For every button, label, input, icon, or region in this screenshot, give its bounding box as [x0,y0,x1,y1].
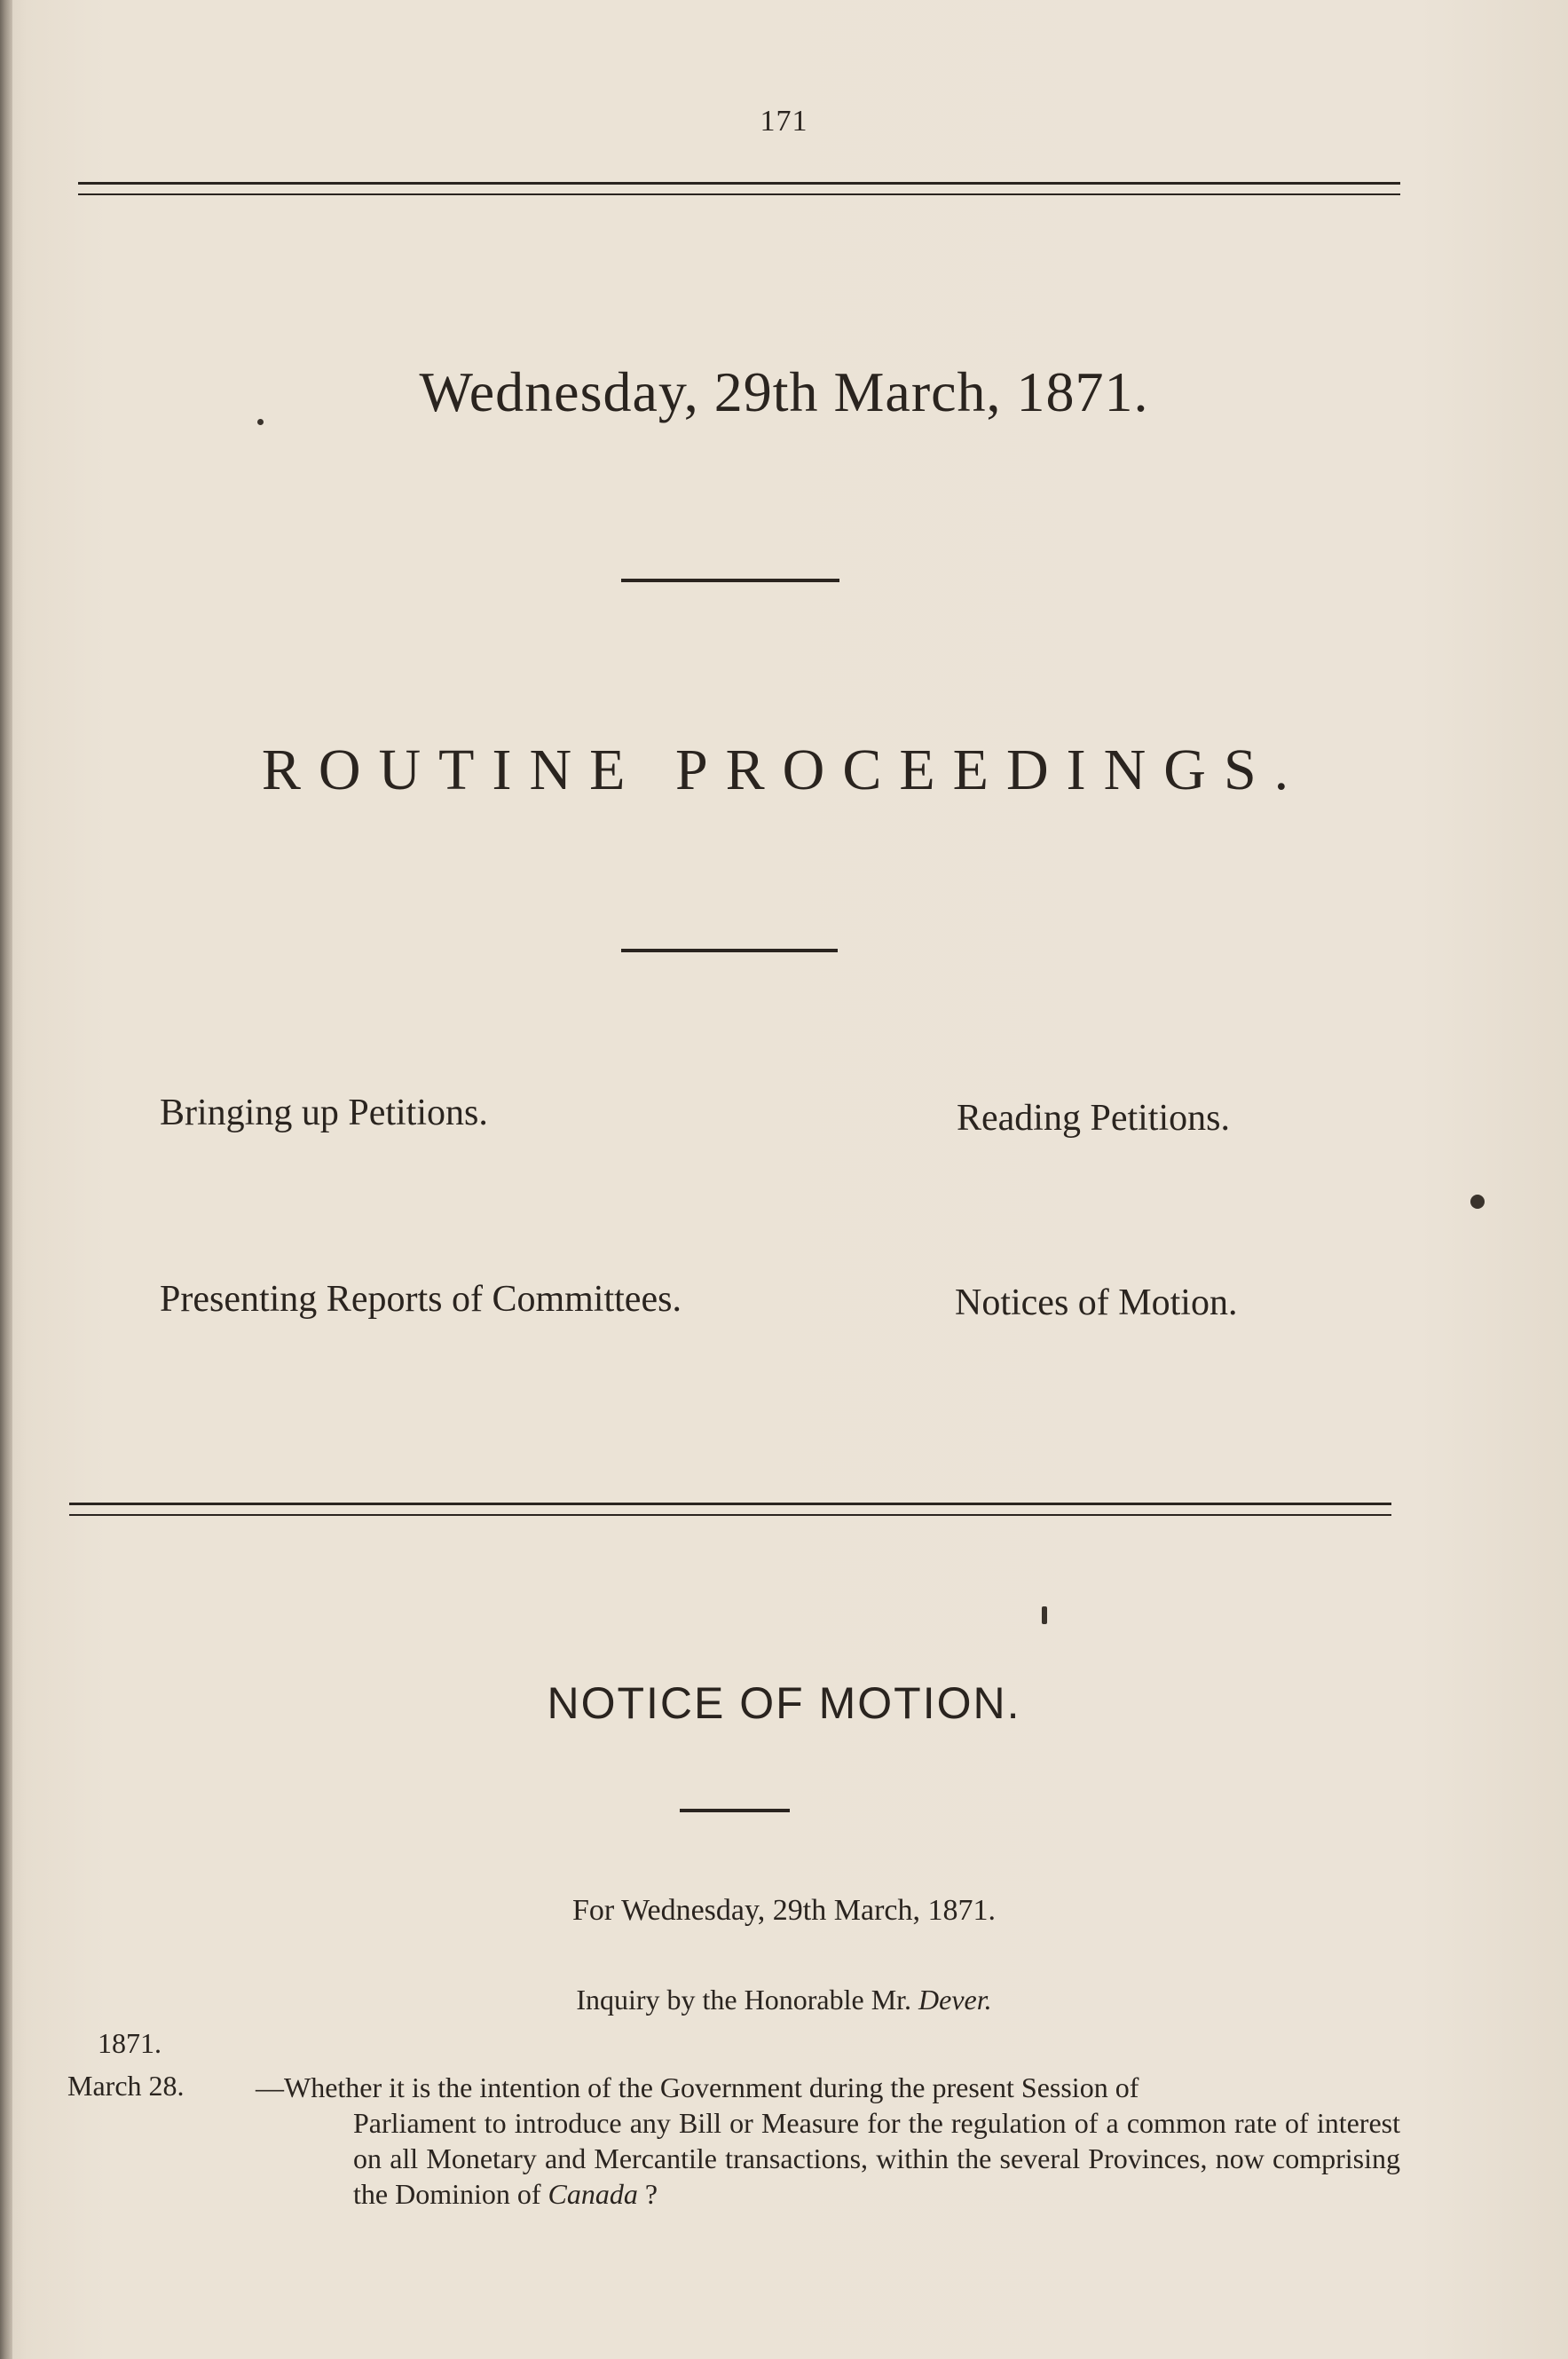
notice-divider-rule [680,1809,790,1812]
ink-speck [257,419,264,425]
notice-heading: NOTICE OF MOTION. [547,1678,1021,1728]
motion-text [256,2070,1400,2212]
motion-year: 1871. [98,2027,162,2059]
motion-text-lead: —Whether it is the intention of the Government during the present Session of [256,2071,1139,2103]
inquiry-prefix: Inquiry by the Honorable Mr. [576,1984,919,2016]
ink-speck [1042,1606,1047,1624]
header-double-rule [78,182,1400,195]
section-end-double-rule [69,1503,1391,1516]
date-heading: Wednesday, 29th March, 1871. [419,360,1149,423]
ink-speck [1470,1195,1485,1209]
inquiry-member-name: Dever. [918,1984,992,2016]
motion-text-rest: Parliament to introduce any Bill or Measure for the regulation of a common rate of interest on all Monetary and Mercantile transactions, within the several Provinces, now comprising the Dominion of [353,2107,1400,2210]
notice-for-date: For Wednesday, 29th March, 1871. [572,1894,996,1927]
routine-item-bringing-up-petitions: Bringing up Petitions. [160,1093,488,1133]
routine-item-reading-petitions: Reading Petitions. [957,1098,1230,1139]
date-divider-rule [621,579,839,582]
motion-text-italic: Canada [548,2178,638,2210]
motion-text-end: ? [637,2178,658,2210]
motion-date: March 28. [67,2070,185,2102]
section-heading: ROUTINE PROCEEDINGS. [261,738,1307,802]
section-divider-rule [621,949,838,952]
routine-item-notices-of-motion: Notices of Motion. [955,1282,1238,1323]
notice-inquiry [0,1984,1568,2016]
page-number: 171 [760,105,808,138]
routine-item-presenting-reports: Presenting Reports of Committees. [160,1279,682,1320]
